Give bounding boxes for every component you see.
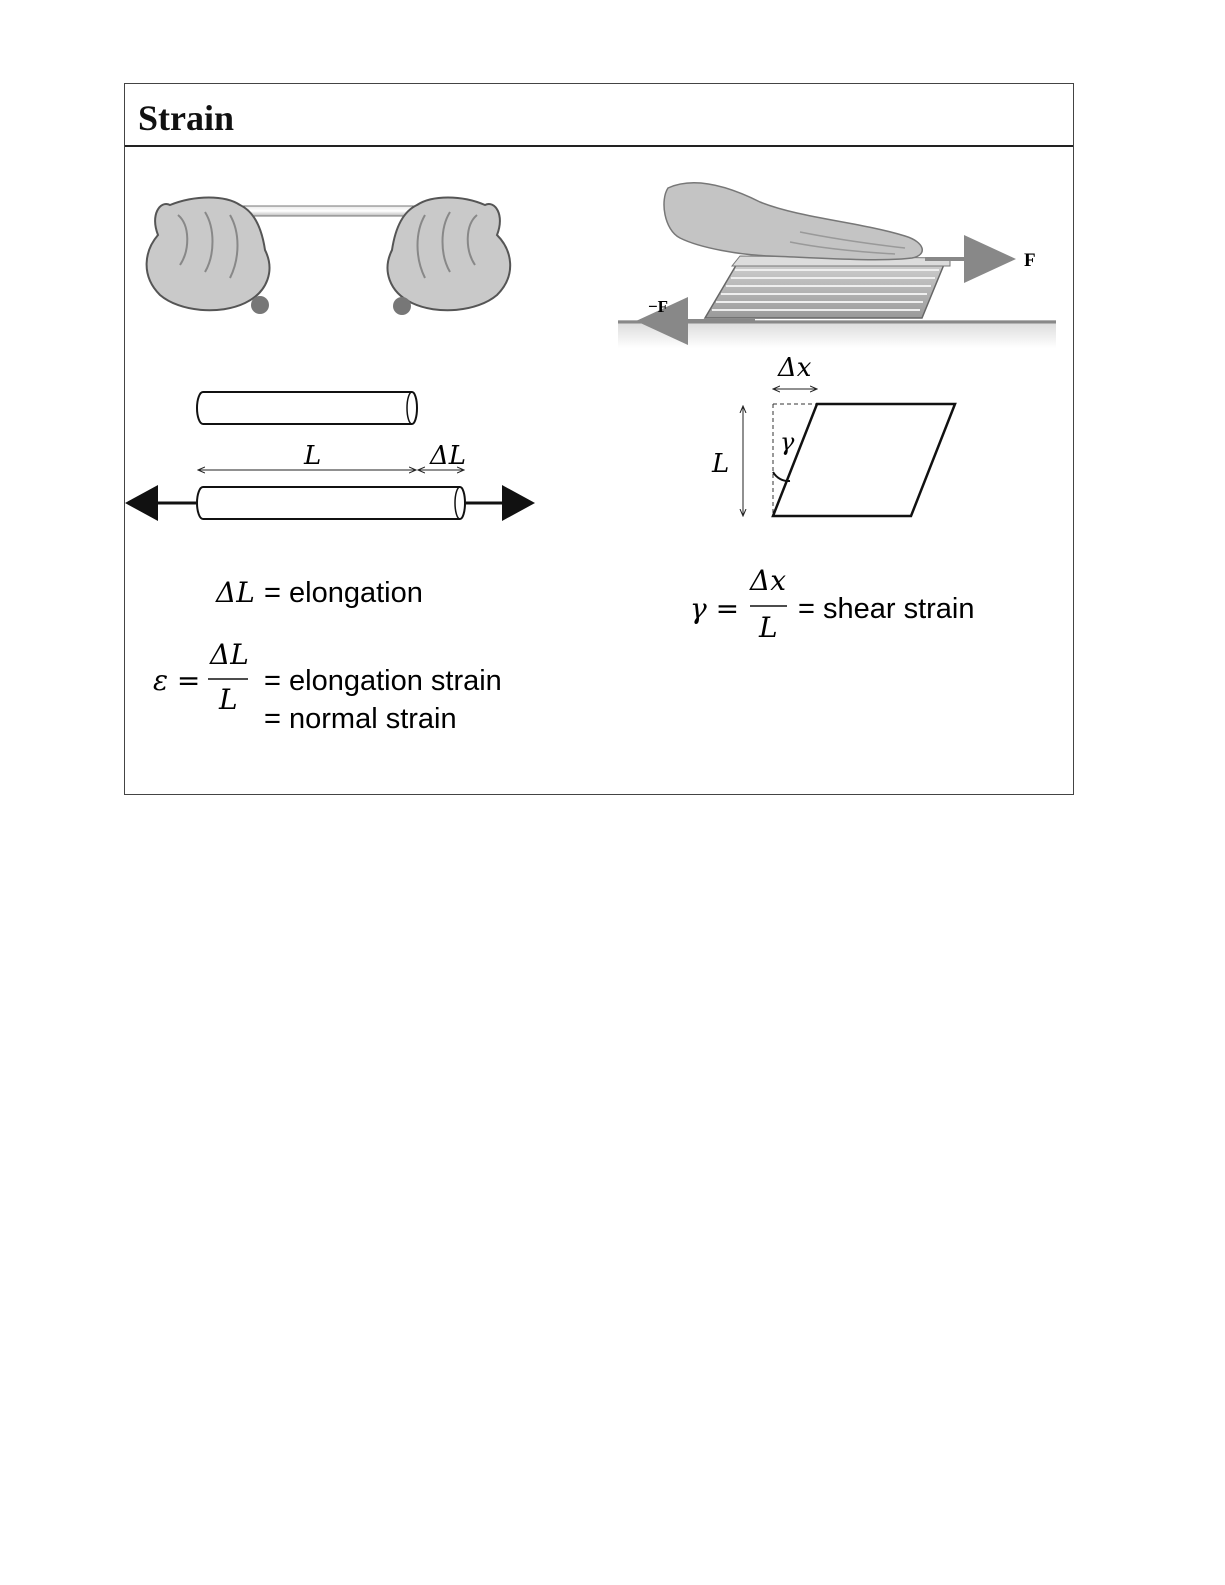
shear-eq-denominator: L [759,611,778,644]
strain-definition-1: = elongation strain [264,665,502,697]
elongation-symbol: ΔL [216,576,255,609]
shear-eq-lhs: γ = [690,592,740,625]
shear-eq-numerator: Δx [750,564,787,597]
hands-stretching-illustration [147,198,511,316]
height-label: L [712,449,730,479]
shear-eq-definition: = shear strain [798,593,975,625]
shear-parallelogram [773,404,955,516]
slide-title: Strain [138,98,235,138]
rod-original [197,392,417,424]
strain-numerator: ΔL [210,638,249,671]
length-label: L [304,441,322,471]
strain-lhs: ε = [153,664,201,697]
delta-length-label: ΔL [430,441,467,471]
strain-denominator: L [219,683,238,716]
angle-label: γ [780,428,795,456]
rod-stretched [197,487,465,519]
hand-shearing-illustration [618,183,1056,348]
strain-definition-2: = normal strain [264,703,457,735]
elongation-definition: = elongation [264,577,423,609]
hand-icon [664,183,922,260]
left-fist-icon [147,198,270,315]
right-fist-icon [388,198,511,316]
dx-label: Δx [778,353,812,383]
force-positive-label: F [1024,250,1036,271]
force-negative-label: −F [648,297,669,316]
